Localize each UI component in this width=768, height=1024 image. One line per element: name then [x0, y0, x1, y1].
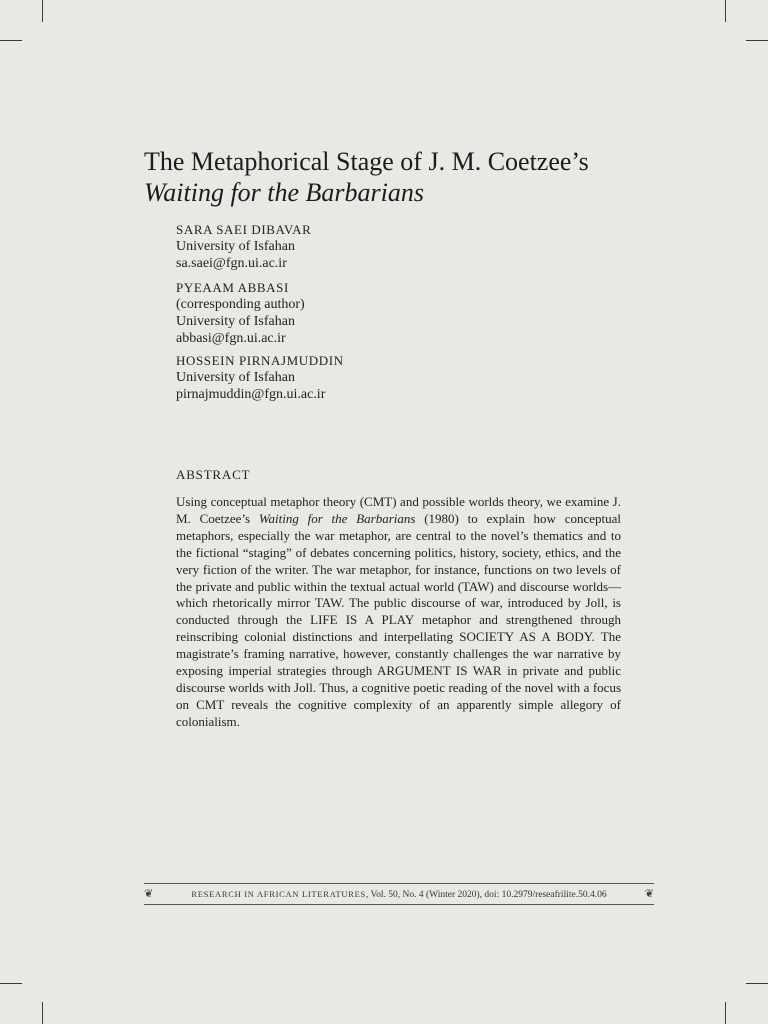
- crop-mark: [0, 983, 22, 984]
- author-note: (corresponding author): [176, 297, 305, 312]
- abstract-body: [176, 494, 621, 731]
- fleuron-icon: ❦: [144, 887, 154, 900]
- author-affiliation: University of Isfahan: [176, 314, 295, 329]
- journal-name: RESEARCH IN AFRICAN LITERATURES: [191, 888, 366, 899]
- running-footer: [144, 886, 654, 902]
- article-title-line1: The Metaphorical Stage of J. M. Coetzee’s: [144, 147, 589, 176]
- author-affiliation: University of Isfahan: [176, 370, 295, 385]
- footer-rule: [144, 883, 654, 884]
- crop-mark: [725, 1002, 726, 1024]
- footer-rule: [144, 904, 654, 905]
- fleuron-icon: ❦: [644, 887, 654, 900]
- author-email[interactable]: pirnajmuddin@fgn.ui.ac.ir: [176, 387, 326, 402]
- author-email[interactable]: abbasi@fgn.ui.ac.ir: [176, 331, 286, 346]
- crop-mark: [42, 0, 43, 22]
- author-block: [176, 352, 596, 403]
- author-name: SARA SAEI DIBAVAR: [176, 222, 312, 237]
- abstract-text: Using conceptual metaphor theory (CMT) and possible worlds theory, we examine J. M. Coetzee’s: [176, 494, 621, 526]
- article-title-line2: Waiting for the Barbarians: [144, 178, 425, 207]
- footer-citation: [191, 889, 606, 900]
- crop-mark: [746, 983, 768, 984]
- author-name: PYEAAM ABBASI: [176, 280, 289, 295]
- article-title: [144, 146, 704, 208]
- abstract-heading: ABSTRACT: [176, 467, 251, 482]
- author-block: [176, 279, 596, 347]
- citation-details: , Vol. 50, No. 4 (Winter 2020), doi: 10.2979/reseafrilite.50.4.06: [365, 889, 607, 900]
- crop-mark: [0, 40, 22, 41]
- abstract-book-title: Waiting for the Barbarians: [258, 510, 416, 526]
- crop-mark: [42, 1002, 43, 1024]
- author-affiliation: University of Isfahan: [176, 239, 295, 254]
- author-block: [176, 221, 596, 272]
- author-email[interactable]: sa.saei@fgn.ui.ac.ir: [176, 256, 287, 271]
- author-name: HOSSEIN PIRNAJMUDDIN: [176, 353, 344, 368]
- crop-mark: [725, 0, 726, 22]
- abstract-text: (1980) to explain how conceptual metaphors, especially the war metaphor, are central to the novel’s thematics and to the fictional “staging” of debates concerning politics, history, society, ethics, and the very fiction of the writer. The war metaphor, for instance, functions on two levels of the private and public within the textual actual world (TAW) and discourse worlds—which rhetorically mirror TAW. The public discourse of war, introduced by Joll, is conducted through the LIFE IS A PLAY metaphor and strengthened through reinscribing colonial distinctions and interpellating SOCIETY AS A BODY. The magistrate’s framing narrative, however, constantly challenges the war narrative by exposing imperial strategies through ARGUMENT IS WAR in private and public discourse worlds with Joll. Thus, a cognitive poetic reading of the novel with a focus on CMT reveals the cognitive complexity of an apparently simple allegory of colonialism.: [176, 510, 621, 729]
- crop-mark: [746, 40, 768, 41]
